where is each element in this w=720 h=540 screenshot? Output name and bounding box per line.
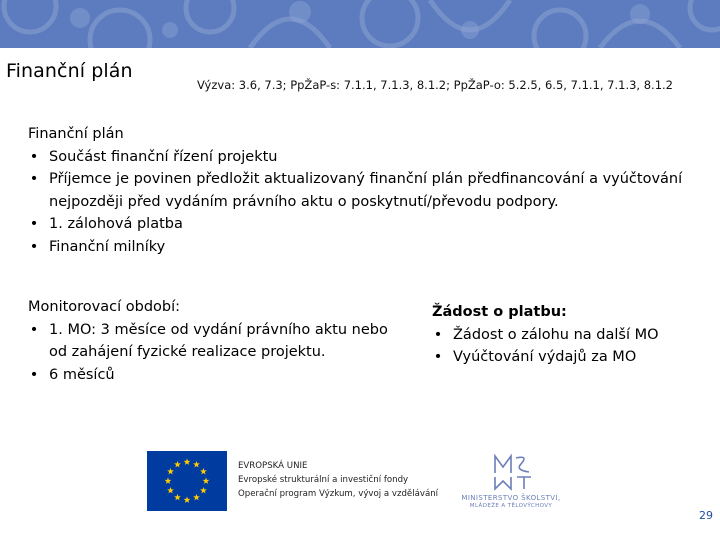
bullet-icon: •	[29, 366, 39, 383]
eu-star-icon	[184, 496, 191, 503]
eu-star-icon	[184, 458, 191, 465]
list-item	[28, 213, 708, 236]
slide-title: Finanční plán	[6, 60, 133, 82]
bullet-list	[28, 319, 388, 387]
bullet-icon: •	[29, 321, 39, 338]
list-item-text: Žádost o zálohu na další MO	[453, 326, 659, 343]
bullet-icon: •	[29, 148, 39, 165]
bullet-icon: •	[29, 171, 39, 187]
call-reference: Výzva: 3.6, 7.3; PpŽaP-s: 7.1.1, 7.1.3, 8.1.2; PpŽaP-o: 5.2.5, 6.5, 7.1.1, 7.1.3, 8.1.2	[197, 78, 673, 92]
banner-pattern	[0, 0, 720, 48]
list-item	[28, 236, 708, 259]
eu-star-icon	[200, 468, 207, 475]
eu-star-icon	[193, 461, 200, 468]
list-item-text: Součást finanční řízení projektu	[49, 148, 278, 165]
list-item-text: 1. zálohová platba	[49, 216, 183, 232]
eu-star-icon	[165, 477, 172, 484]
eu-star-icon	[203, 477, 210, 484]
list-item	[432, 324, 702, 347]
msmt-logo	[445, 453, 577, 513]
monitoring-period-section	[28, 296, 388, 386]
page-number: 29	[699, 509, 713, 522]
bullet-icon: •	[29, 216, 39, 232]
eu-star-icon	[167, 487, 174, 494]
financial-plan-section	[28, 123, 708, 258]
list-item	[28, 168, 708, 213]
section-heading: Finanční plán	[28, 126, 124, 142]
section-heading: Monitorovací období:	[28, 299, 181, 315]
section-heading: Žádost o platbu:	[432, 304, 567, 320]
bullet-list	[28, 146, 708, 259]
list-item	[28, 319, 388, 364]
eu-star-icon	[167, 468, 174, 475]
eu-line: Evropské strukturální a investiční fondy	[238, 475, 409, 485]
eu-star-icon	[193, 494, 200, 501]
bullet-icon: •	[433, 349, 443, 365]
list-item-text: Vyúčtování výdajů za MO	[453, 349, 637, 365]
list-item-text: 1. MO: 3 měsíce od vydání právního aktu nebo od zahájení fyzické realizace projektu.	[49, 321, 388, 360]
list-item	[28, 146, 708, 169]
bullet-list	[432, 324, 702, 369]
eu-flag-icon	[147, 451, 227, 511]
eu-star-icon	[174, 494, 181, 501]
bullet-icon: •	[29, 238, 39, 255]
list-item-text: 6 měsíců	[49, 366, 115, 383]
msmt-line: MLÁDEŽE A TĚLOVÝCHOVY	[469, 503, 553, 509]
list-item	[432, 346, 702, 369]
eu-star-icon	[174, 461, 181, 468]
eu-text	[238, 459, 438, 501]
bullet-icon: •	[433, 326, 443, 343]
list-item	[28, 364, 388, 387]
eu-line: EVROPSKÁ UNIE	[238, 461, 308, 471]
header-banner	[0, 0, 720, 48]
msmt-line: MINISTERSTVO ŠKOLSTVÍ,	[461, 494, 561, 502]
payment-request-section	[432, 301, 702, 369]
eu-star-icon	[200, 487, 207, 494]
eu-line: Operační program Výzkum, vývoj a vzdělávání	[238, 489, 439, 499]
funding-logos	[147, 451, 577, 515]
list-item-text: Příjemce je povinen předložit aktualizovaný finanční plán předfinancování a vyúčtování nejpozději před vydáním právního aktu o poskytnutí/převodu podpory.	[49, 171, 683, 210]
list-item-text: Finanční milníky	[49, 238, 166, 255]
msmt-mark-icon	[493, 453, 533, 491]
eu-stars	[147, 451, 227, 511]
